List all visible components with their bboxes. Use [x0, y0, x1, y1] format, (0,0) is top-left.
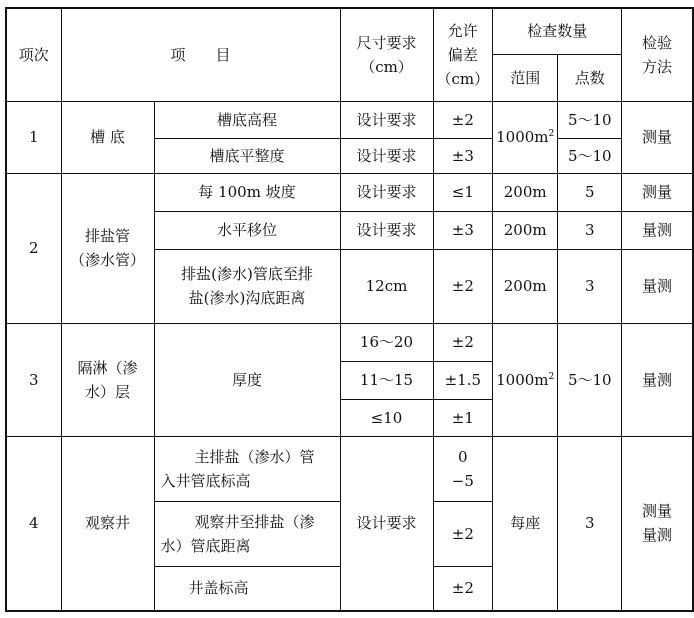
size-cell: 16～20 — [340, 323, 433, 361]
item-cell: 井盖标高 — [154, 566, 340, 611]
size-cell: ≤10 — [340, 399, 433, 436]
tol-cell: 0 −5 — [433, 436, 493, 501]
points-cell: 5～10 — [558, 138, 622, 173]
header-item: 项 目 — [61, 8, 340, 101]
range-cell: $1000m^2$ — [493, 323, 558, 436]
header-seq: 项次 — [6, 8, 61, 101]
points-cell: 3 — [558, 249, 622, 323]
table-row — [6, 436, 693, 501]
item-cell: 排盐(渗水)管底至排 盐(渗水)沟底距离 — [154, 249, 340, 323]
range-cell: 200m — [493, 249, 558, 323]
header-method: 检验 方法 — [622, 8, 693, 101]
seq-cell: 2 — [6, 173, 61, 323]
method-cell: 测量 量测 — [622, 436, 693, 611]
range-cell: $1000m^2$ — [493, 101, 558, 173]
header-check-qty: 检查数量 — [493, 8, 622, 54]
points-cell: 5～10 — [558, 101, 622, 138]
method-cell: 测量 — [622, 101, 693, 173]
size-cell: 设计要求 — [340, 138, 433, 173]
method-cell: 量测 — [622, 211, 693, 249]
header-tolerance: 允许 偏差 （cm） — [433, 8, 493, 101]
table-row — [6, 173, 693, 211]
range-cell: 200m — [493, 173, 558, 211]
method-cell: 测量 — [622, 173, 693, 211]
item-cell: 每 100m 坡度 — [154, 173, 340, 211]
item-cell: 厚度 — [154, 323, 340, 436]
group-cell: 槽 底 — [61, 101, 154, 173]
points-cell: 3 — [558, 436, 622, 611]
group-cell: 排盐管 （渗水管） — [61, 173, 154, 323]
item-cell: 主排盐（渗水）管 入井管底标高 — [154, 436, 340, 501]
size-cell: 设计要求 — [340, 436, 433, 611]
seq-cell: 4 — [6, 436, 61, 611]
inspection-table — [5, 7, 694, 612]
tol-cell: ±2 — [433, 323, 493, 361]
tol-cell: ±1 — [433, 399, 493, 436]
method-cell: 量测 — [622, 323, 693, 436]
size-cell: 12cm — [340, 249, 433, 323]
item-cell: 观察井至排盐（渗 水）管底距离 — [154, 501, 340, 566]
points-cell: 5 — [558, 173, 622, 211]
header-range: 范围 — [493, 54, 558, 101]
tol-cell: ±3 — [433, 138, 493, 173]
item-cell: 槽底高程 — [154, 101, 340, 138]
tol-cell: ±2 — [433, 501, 493, 566]
tol-cell: ±1.5 — [433, 361, 493, 399]
table-row — [6, 323, 693, 361]
points-cell: 3 — [558, 211, 622, 249]
range-cell: 200m — [493, 211, 558, 249]
tol-cell: ≤1 — [433, 173, 493, 211]
item-cell: 水平移位 — [154, 211, 340, 249]
size-cell: 11～15 — [340, 361, 433, 399]
item-cell: 槽底平整度 — [154, 138, 340, 173]
table-row — [6, 101, 693, 138]
group-cell: 隔淋（渗 水）层 — [61, 323, 154, 436]
seq-cell: 3 — [6, 323, 61, 436]
tol-cell: ±3 — [433, 211, 493, 249]
tol-cell: ±2 — [433, 566, 493, 611]
group-cell: 观察井 — [61, 436, 154, 611]
tol-cell: ±2 — [433, 101, 493, 138]
size-cell: 设计要求 — [340, 101, 433, 138]
header-size: 尺寸要求 （cm） — [340, 8, 433, 101]
header-points: 点数 — [558, 54, 622, 101]
tol-cell: ±2 — [433, 249, 493, 323]
size-cell: 设计要求 — [340, 173, 433, 211]
size-cell: 设计要求 — [340, 211, 433, 249]
points-cell: 5～10 — [558, 323, 622, 436]
range-cell: 每座 — [493, 436, 558, 611]
seq-cell: 1 — [6, 101, 61, 173]
method-cell: 量测 — [622, 249, 693, 323]
